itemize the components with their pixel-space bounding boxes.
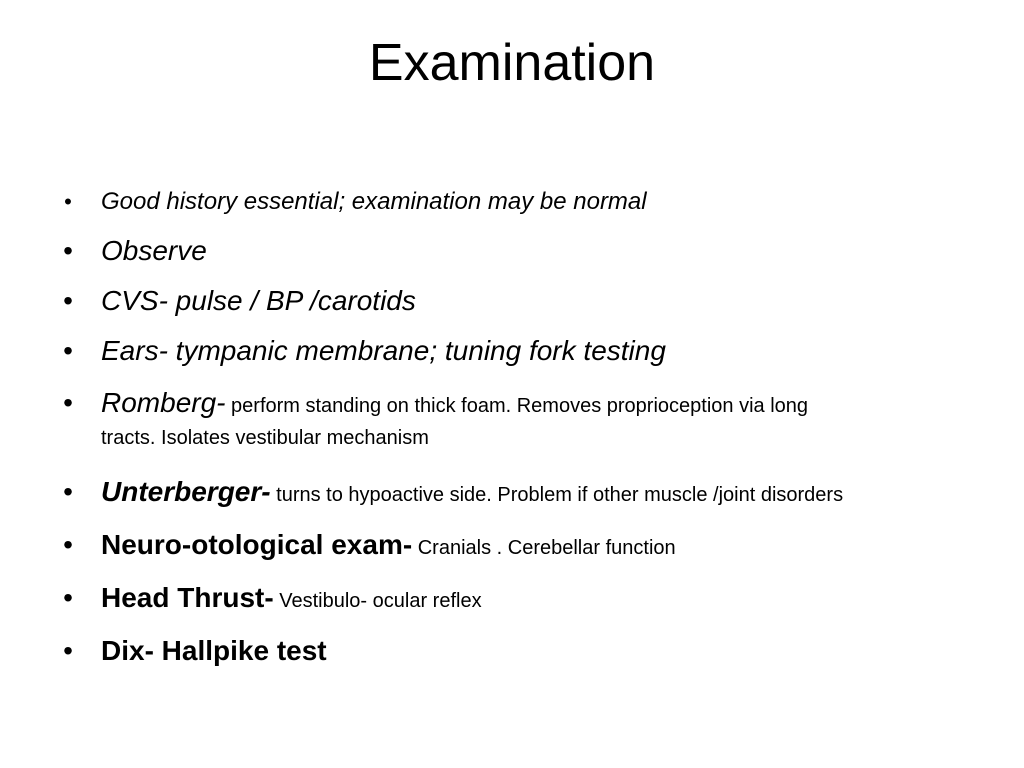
bullet-item (58, 276, 988, 326)
bullet-icon: • (63, 476, 73, 507)
bullet-icon: • (63, 387, 73, 418)
bullet-detail-continued: tracts. Isolates vestibular mechanism (101, 427, 429, 449)
bullet-item (58, 467, 988, 520)
bullet-heading: Unterberger- (101, 476, 271, 507)
slide-title: Examination (368, 34, 656, 92)
bullet-detail: turns to hypoactive side. Problem if other muscle /joint disorders (270, 484, 844, 506)
bullet-text: Dix- Hallpike test (101, 635, 327, 666)
bullet-detail: perform standing on thick foam. Removes proprioception via long (225, 395, 809, 417)
bullet-item (58, 573, 988, 626)
bullet-icon: • (63, 235, 73, 266)
bullet-icon: • (64, 189, 72, 214)
bullet-text: Observe (101, 235, 207, 266)
bullet-item (58, 376, 988, 453)
bullet-icon: • (63, 635, 73, 666)
bullet-icon: • (63, 529, 73, 560)
bullet-text: Good history essential; examination may be normal (101, 188, 647, 215)
bullet-detail: Cranials . Cerebellar function (412, 537, 676, 559)
bullet-detail: Vestibulo- ocular reflex (273, 590, 482, 612)
bullet-item (58, 226, 988, 276)
bullet-heading: Romberg- (101, 387, 226, 418)
bullet-item (58, 178, 988, 226)
bullet-text: Ears- tympanic membrane; tuning fork testing (101, 335, 666, 366)
bullet-icon: • (63, 335, 73, 366)
bullet-icon: • (63, 582, 73, 613)
bullet-icon: • (63, 285, 73, 316)
bullet-item (58, 626, 988, 675)
bullet-text: CVS- pulse / BP /carotids (101, 285, 416, 316)
bullet-heading: Neuro-otological exam- (101, 529, 413, 560)
bullet-heading: Head Thrust- (101, 582, 274, 613)
bullet-list (58, 178, 988, 675)
bullet-item (58, 520, 988, 573)
bullet-item (58, 326, 988, 376)
